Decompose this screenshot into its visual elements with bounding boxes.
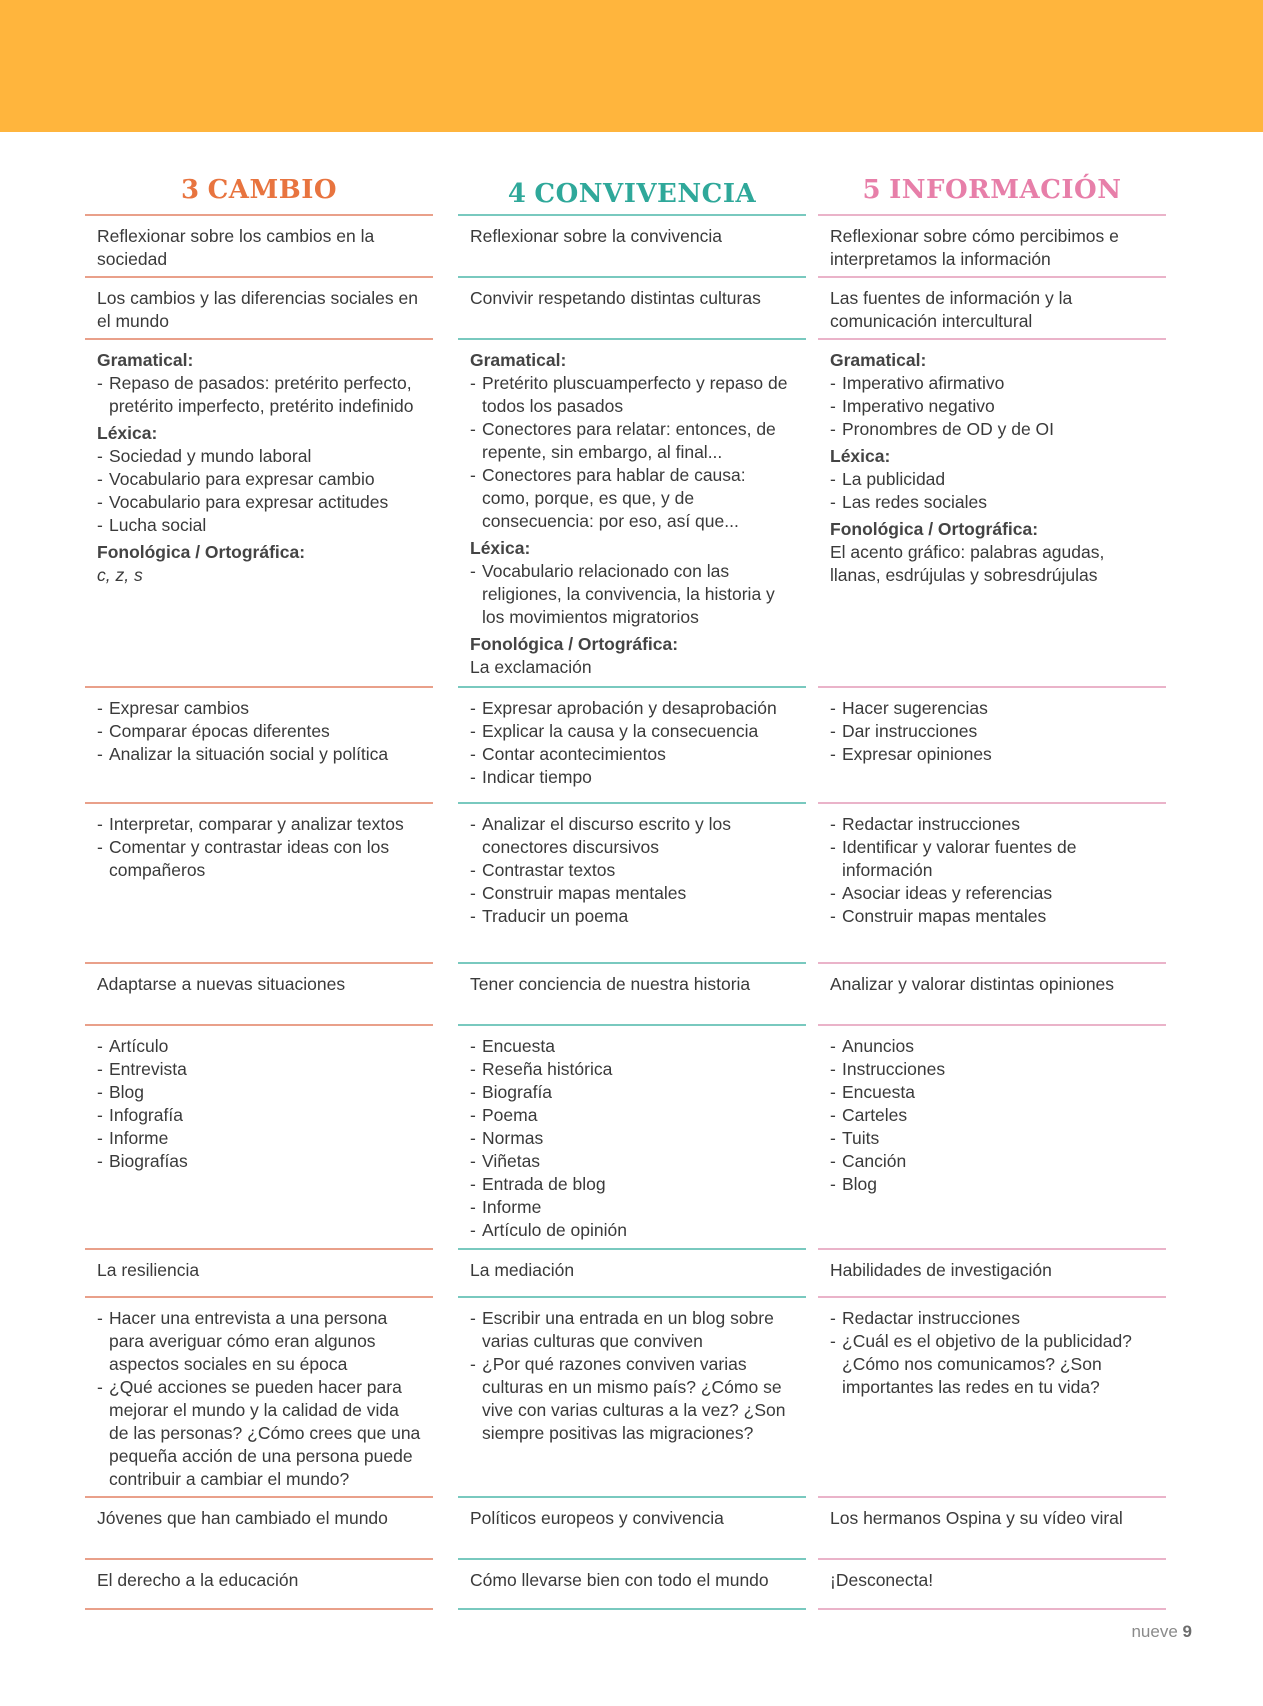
unit-column-convivencia	[458, 170, 806, 1610]
task-item: - Redactar instrucciones	[830, 1307, 1154, 1330]
content-item: - La publicidad	[830, 468, 1154, 491]
content-text: c, z, s	[97, 565, 143, 585]
unit-name: INFORMACIÓN	[889, 175, 1122, 205]
genre-item: - Anuncios	[830, 1035, 1154, 1058]
genre-item: - Informe	[470, 1196, 794, 1219]
video-text: Políticos europeos y convivencia	[470, 1508, 724, 1528]
functions-cell	[818, 686, 1166, 802]
function-item: - Indicar tiempo	[470, 766, 794, 789]
function-item: - Expresar aprobación y desaprobación	[470, 697, 794, 720]
function-item: - Hacer sugerencias	[830, 697, 1154, 720]
genre-item: - Biografías	[97, 1150, 421, 1173]
unit-title	[85, 170, 433, 214]
final-cell	[818, 1558, 1166, 1608]
skill-item: - Identificar y valorar fuentes de información	[830, 836, 1154, 882]
video-text: Jóvenes que han cambiado el mundo	[97, 1508, 388, 1528]
task-item: - Hacer una entrevista a una persona para averiguar cómo eran algunos aspectos sociales en su época	[97, 1307, 421, 1376]
skill-item: - Analizar el discurso escrito y los conectores discursivos	[470, 813, 794, 859]
genre-item: - Entrevista	[97, 1058, 421, 1081]
genre-item: - Tuits	[830, 1127, 1154, 1150]
content-item: - Conectores para hablar de causa: como, porque, es que, y de consecuencia: por eso, así que...	[470, 464, 794, 533]
genre-item: - Artículo	[97, 1035, 421, 1058]
genre-item: - Artículo de opinión	[470, 1219, 794, 1242]
skill-item: - Redactar instrucciones	[830, 813, 1154, 836]
genre-item: - Blog	[97, 1081, 421, 1104]
skill-item: - Comentar y contrastar ideas con los compañeros	[97, 836, 421, 882]
genre-item: - Canción	[830, 1150, 1154, 1173]
genre-item: - Reseña histórica	[470, 1058, 794, 1081]
skill-item: - Construir mapas mentales	[830, 905, 1154, 928]
content-item: - Imperativo afirmativo	[830, 372, 1154, 395]
unit-title	[458, 174, 806, 214]
content-item: - Sociedad y mundo laboral	[97, 445, 421, 468]
task-item: - ¿Cuál es el objetivo de la publicidad? ¿Cómo nos comunicamos? ¿Son importantes las redes en tu vida?	[830, 1330, 1154, 1399]
values-cell	[818, 962, 1166, 1024]
competence-cell	[458, 1248, 806, 1296]
task-cell	[818, 1296, 1166, 1496]
video-cell	[818, 1496, 1166, 1558]
page-number	[1131, 1622, 1192, 1642]
task-item: - Escribir una entrada en un blog sobre varias culturas que conviven	[470, 1307, 794, 1353]
content-heading: Léxica:	[470, 538, 531, 558]
final-text: El derecho a la educación	[97, 1570, 299, 1590]
content-heading: Fonológica / Ortográfica:	[97, 542, 306, 562]
content-text: El acento gráfico: palabras agudas, llanas, esdrújulas y sobresdrújulas	[830, 542, 1105, 585]
function-item: - Expresar opiniones	[830, 743, 1154, 766]
genre-item: - Infografía	[97, 1104, 421, 1127]
function-item: - Contar acontecimientos	[470, 743, 794, 766]
objective-text: Reflexionar sobre los cambios en la sociedad	[97, 226, 375, 269]
values-cell	[85, 962, 433, 1024]
theme-text: Los cambios y las diferencias sociales en el mundo	[97, 288, 418, 331]
content-heading: Gramatical:	[470, 350, 567, 370]
task-cell	[458, 1296, 806, 1496]
content-heading: Gramatical:	[830, 350, 927, 370]
column-bottom-rule	[458, 1608, 806, 1610]
video-cell	[458, 1496, 806, 1558]
column-bottom-rule	[85, 1608, 433, 1610]
theme-cell	[458, 276, 806, 338]
content-item: - Las redes sociales	[830, 491, 1154, 514]
genre-item: - Poema	[470, 1104, 794, 1127]
content-item: - Repaso de pasados: pretérito perfecto, pretérito imperfecto, pretérito indefinido	[97, 372, 421, 418]
content-heading: Gramatical:	[97, 350, 194, 370]
unit-number: 5	[862, 175, 882, 205]
competence-cell	[85, 1248, 433, 1296]
objective-text: Reflexionar sobre la convivencia	[470, 226, 722, 246]
page-number-digit: 9	[1182, 1622, 1192, 1641]
function-item: - Comparar épocas diferentes	[97, 720, 421, 743]
theme-cell	[818, 276, 1166, 338]
objective-cell	[85, 214, 433, 276]
genres-cell	[818, 1024, 1166, 1248]
skill-item: - Interpretar, comparar y analizar textos	[97, 813, 421, 836]
theme-cell	[85, 276, 433, 338]
values-text: Adaptarse a nuevas situaciones	[97, 974, 346, 994]
content-heading: Léxica:	[830, 446, 891, 466]
genre-item: - Carteles	[830, 1104, 1154, 1127]
content-item: - Vocabulario para expresar cambio	[97, 468, 421, 491]
competence-text: La resiliencia	[97, 1260, 200, 1280]
genres-cell	[458, 1024, 806, 1248]
content-cell	[458, 338, 806, 686]
theme-text: Las fuentes de información y la comunicación intercultural	[830, 288, 1073, 331]
skill-item: - Contrastar textos	[470, 859, 794, 882]
content-item: - Conectores para relatar: entonces, de repente, sin embargo, al final...	[470, 418, 794, 464]
theme-text: Convivir respetando distintas culturas	[470, 288, 761, 308]
content-heading: Fonológica / Ortográfica:	[470, 634, 679, 654]
genre-item: - Viñetas	[470, 1150, 794, 1173]
genres-cell	[85, 1024, 433, 1248]
competence-text: La mediación	[470, 1260, 575, 1280]
content-item: - Pretérito pluscuamperfecto y repaso de todos los pasados	[470, 372, 794, 418]
genre-item: - Normas	[470, 1127, 794, 1150]
objective-text: Reflexionar sobre cómo percibimos e interpretamos la información	[830, 226, 1119, 269]
content-item: - Vocabulario relacionado con las religiones, la convivencia, la historia y los movimientos migratorios	[470, 560, 794, 629]
final-cell	[458, 1558, 806, 1608]
genre-item: - Instrucciones	[830, 1058, 1154, 1081]
content-text: La exclamación	[470, 657, 592, 677]
function-item: - Dar instrucciones	[830, 720, 1154, 743]
video-text: Los hermanos Ospina y su vídeo viral	[830, 1508, 1123, 1528]
genre-item: - Encuesta	[830, 1081, 1154, 1104]
content-cell	[818, 338, 1166, 686]
unit-column-información	[818, 170, 1166, 1610]
content-item: - Vocabulario para expresar actitudes	[97, 491, 421, 514]
skill-item: - Traducir un poema	[470, 905, 794, 928]
skills-cell	[818, 802, 1166, 962]
functions-cell	[85, 686, 433, 802]
unit-column-cambio	[85, 170, 433, 1610]
final-text: Cómo llevarse bien con todo el mundo	[470, 1570, 769, 1590]
page-number-word: nueve	[1131, 1622, 1178, 1641]
function-item: - Analizar la situación social y política	[97, 743, 421, 766]
function-item: - Explicar la causa y la consecuencia	[470, 720, 794, 743]
skill-item: - Construir mapas mentales	[470, 882, 794, 905]
genre-item: - Encuesta	[470, 1035, 794, 1058]
objective-cell	[818, 214, 1166, 276]
unit-name: CAMBIO	[207, 175, 338, 205]
task-item: - ¿Qué acciones se pueden hacer para mejorar el mundo y la calidad de vida de las personas? ¿Cómo crees que una pequeña acción de una persona puede contribuir a cambiar el mundo?	[97, 1376, 421, 1491]
column-bottom-rule	[818, 1608, 1166, 1610]
content-cell	[85, 338, 433, 686]
top-color-band	[0, 0, 1263, 132]
final-cell	[85, 1558, 433, 1608]
unit-title	[818, 170, 1166, 214]
genre-item: - Informe	[97, 1127, 421, 1150]
skills-cell	[458, 802, 806, 962]
function-item: - Expresar cambios	[97, 697, 421, 720]
skill-item: - Asociar ideas y referencias	[830, 882, 1154, 905]
genre-item: - Biografía	[470, 1081, 794, 1104]
competence-cell	[818, 1248, 1166, 1296]
content-item: - Pronombres de OD y de OI	[830, 418, 1154, 441]
competence-text: Habilidades de investigación	[830, 1260, 1052, 1280]
task-item: - ¿Por qué razones conviven varias culturas en un mismo país? ¿Cómo se vive con varias culturas a la vez? ¿Son siempre positivas las migraciones?	[470, 1353, 794, 1445]
genre-item: - Blog	[830, 1173, 1154, 1196]
functions-cell	[458, 686, 806, 802]
skills-cell	[85, 802, 433, 962]
genre-item: - Entrada de blog	[470, 1173, 794, 1196]
content-item: - Imperativo negativo	[830, 395, 1154, 418]
video-cell	[85, 1496, 433, 1558]
content-heading: Fonológica / Ortográfica:	[830, 519, 1039, 539]
content-heading: Léxica:	[97, 423, 158, 443]
objective-cell	[458, 214, 806, 276]
task-cell	[85, 1296, 433, 1496]
unit-name: CONVIVENCIA	[534, 179, 757, 209]
values-text: Tener conciencia de nuestra historia	[470, 974, 751, 994]
unit-number: 3	[180, 175, 200, 205]
final-text: ¡Desconecta!	[830, 1570, 934, 1590]
values-cell	[458, 962, 806, 1024]
values-text: Analizar y valorar distintas opiniones	[830, 974, 1115, 994]
content-item: - Lucha social	[97, 514, 421, 537]
unit-number: 4	[507, 179, 527, 209]
